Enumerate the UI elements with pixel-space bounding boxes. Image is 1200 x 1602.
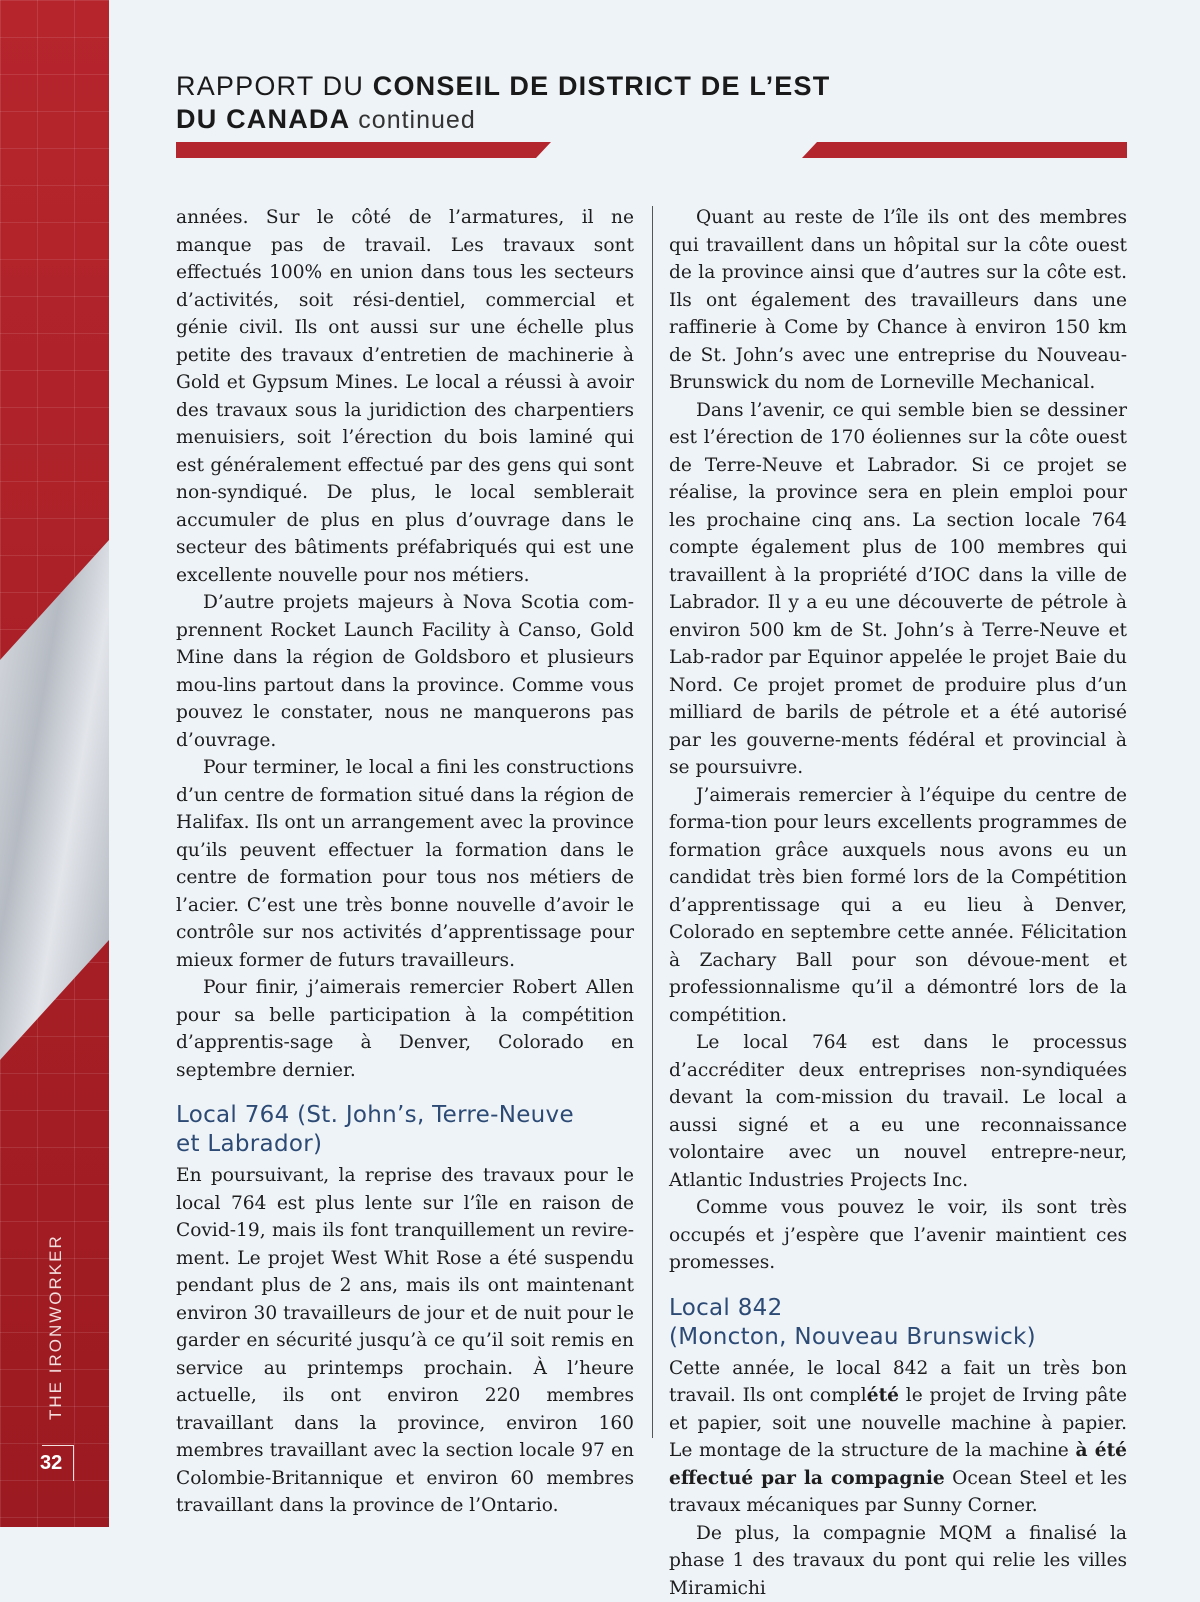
paragraph: De plus, la compagnie MQM a finalisé la phase 1 des travaux du pont qui relie les villes Miramichi (669, 1520, 1127, 1602)
paragraph: Pour finir, j’aimerais remercier Robert Allen pour sa belle participation à la compétition d’apprentis-sage à Denver, Colorado en septembre dernier. (176, 974, 634, 1084)
paragraph: En poursuivant, la reprise des travaux pour le local 764 est plus lente sur l’île en raison de Covid-19, mais ils font tranquillement un revire-ment. Le projet West Whit Rose a été suspendu pendant plus de 2 ans, mais ils ont maintenant environ 30 travailleurs de jour et de nuit pour le garder en sécurité jusqu’à ce qu’il soit remis en service au printemps prochain. À l’heure actuelle, ils ont environ 220 membres travaillant dans la province, environ 160 membres travaillant avec la section locale 97 en Colombie-Britannique et environ 60 membres travaillant dans la province de l’Ontario. (176, 1162, 634, 1520)
paragraph: Pour terminer, le local a fini les constructions d’un centre de formation situé dans la région de Halifax. Ils ont un arrangement avec la province qu’ils peuvent effectuer la formation dans le centre de formation pour tous nos métiers de l’acier. C’est une très bonne nouvelle d’avoir le contrôle sur nos activités d’apprentissage pour mieux former de futurs travailleurs. (176, 754, 634, 974)
paragraph: Quant au reste de l’île ils ont des membres qui travaillent dans un hôpital sur la côte ouest de la province ainsi que d’autres sur la côte est. Ils ont également des travailleurs dans une raffinerie à Come by Chance à environ 150 km de St. John’s avec une entreprise du Nouveau-Brunswick du nom de Lorneville Mechanical. (669, 204, 1127, 397)
paragraph: J’aimerais remercier à l’équipe du centre de forma-tion pour leurs excellents programmes de formation grâce auxquels nous avons eu un candidat très bien formé lors de la Compétition d’apprentissage qui a eu lieu à Denver, Colorado en septembre cette année. Félicitation à Zachary Ball pour son dévoue-ment et professionnalisme qu’il a démontré lors de la compétition. (669, 782, 1127, 1030)
header-banner (176, 142, 1127, 158)
paragraph (669, 1355, 1127, 1520)
paragraph: D’autre projets majeurs à Nova Scotia com-prennent Rocket Launch Facility à Canso, Gold Mine dans la région de Goldsboro et plusieurs mou-lins partout dans la province. Comme vous pouvez le constater, nous ne manquerons pas d’ouvrage. (176, 589, 634, 754)
paragraph: Le local 764 est dans le processus d’accréditer deux entreprises non-syndiquées devant la com-mission du travail. Le local a aussi signé et a eu une reconnaissance volontaire avec un nouvel entrepre-neur, Atlantic Industries Projects Inc. (669, 1029, 1127, 1194)
page-number-rule (42, 1445, 74, 1446)
banner-left-bar (176, 142, 551, 158)
paragraph: Comme vous pouvez le voir, ils sont très occupés et j’espère que l’avenir maintient ces promesses. (669, 1194, 1127, 1277)
section-heading-local-842 (669, 1294, 1127, 1352)
bold-text-run: à été effectué par la compagnie (669, 1440, 1127, 1489)
continued-label: continued (358, 106, 475, 134)
text-run: le projet de Irving pâte et papier, soit une nouvelle machine à papier. Le montage de la structure de la machine (669, 1385, 1127, 1461)
text-run: Cette année, le local 842 a fait un très bon travail. Ils ont compl (669, 1358, 1127, 1407)
column-divider (652, 206, 653, 1438)
silver-panel (0, 540, 109, 1060)
page-title (176, 70, 936, 137)
heading-line: Local 842 (669, 1295, 783, 1321)
bold-text-run: été (867, 1385, 899, 1406)
page-number: 32 (40, 1452, 62, 1475)
paragraph: Dans l’avenir, ce qui semble bien se dessiner est l’érection de 170 éoliennes sur la côte ouest de Terre-Neuve et Labrador. Si ce projet se réalise, la province sera en plein emploi pour les prochaine cinq ans. La section locale 764 compte également plus de 100 membres qui travaillent à la propriété d’IOC dans la ville de Labrador. Il y a eu une découverte de pétrole à environ 500 km de St. John’s à Terre-Neuve et Lab-rador par Equinor appelée le projet Baie du Nord. Ce projet promet de produire plus d’un milliard de barils de pétrole et a été autorisé par les gouverne-ments fédéral et provincial à se poursuivre. (669, 397, 1127, 782)
heading-line: Local 764 (St. John’s, Terre-Neuve (176, 1102, 574, 1128)
magazine-name: THE IRONWORKER (46, 1234, 66, 1420)
heading-line: (Moncton, Nouveau Brunswick) (669, 1324, 1036, 1350)
title-bold-1: CONSEIL DE DISTRICT DE L’EST (373, 71, 831, 101)
page-number-rule-vertical (73, 1445, 74, 1481)
banner-right-bar (802, 142, 1127, 158)
section-heading-local-764 (176, 1101, 634, 1159)
paragraph: années. Sur le côté de l’armatures, il ne manque pas de travail. Les travaux sont effectués 100% en union dans tous les secteurs d’activités, soit rési-dentiel, commercial et génie civil. Ils ont aussi sur une échelle plus petite des travaux d’entretien de machinerie à Gold et Gypsum Mines. Le local a réussi à avoir des travaux sous la juridiction des charpentiers menuisiers, soit l’érection du bois laminé qui est généralement effectué par des gens qui sont non-syndiqué. De plus, le local semblerait accumuler de plus en plus d’ouvrage dans le secteur des bâtiments préfabriqués qui est une excellente nouvelle pour nos métiers. (176, 204, 634, 589)
text-run: Ocean Steel et les travaux mécaniques par Sunny Corner. (669, 1468, 1127, 1517)
sidebar (0, 0, 109, 1527)
right-column (669, 204, 1127, 1602)
title-light: RAPPORT DU (176, 71, 373, 101)
title-bold-2: DU CANADA (176, 104, 350, 134)
heading-line: et Labrador) (176, 1131, 322, 1157)
left-column (176, 204, 634, 1520)
